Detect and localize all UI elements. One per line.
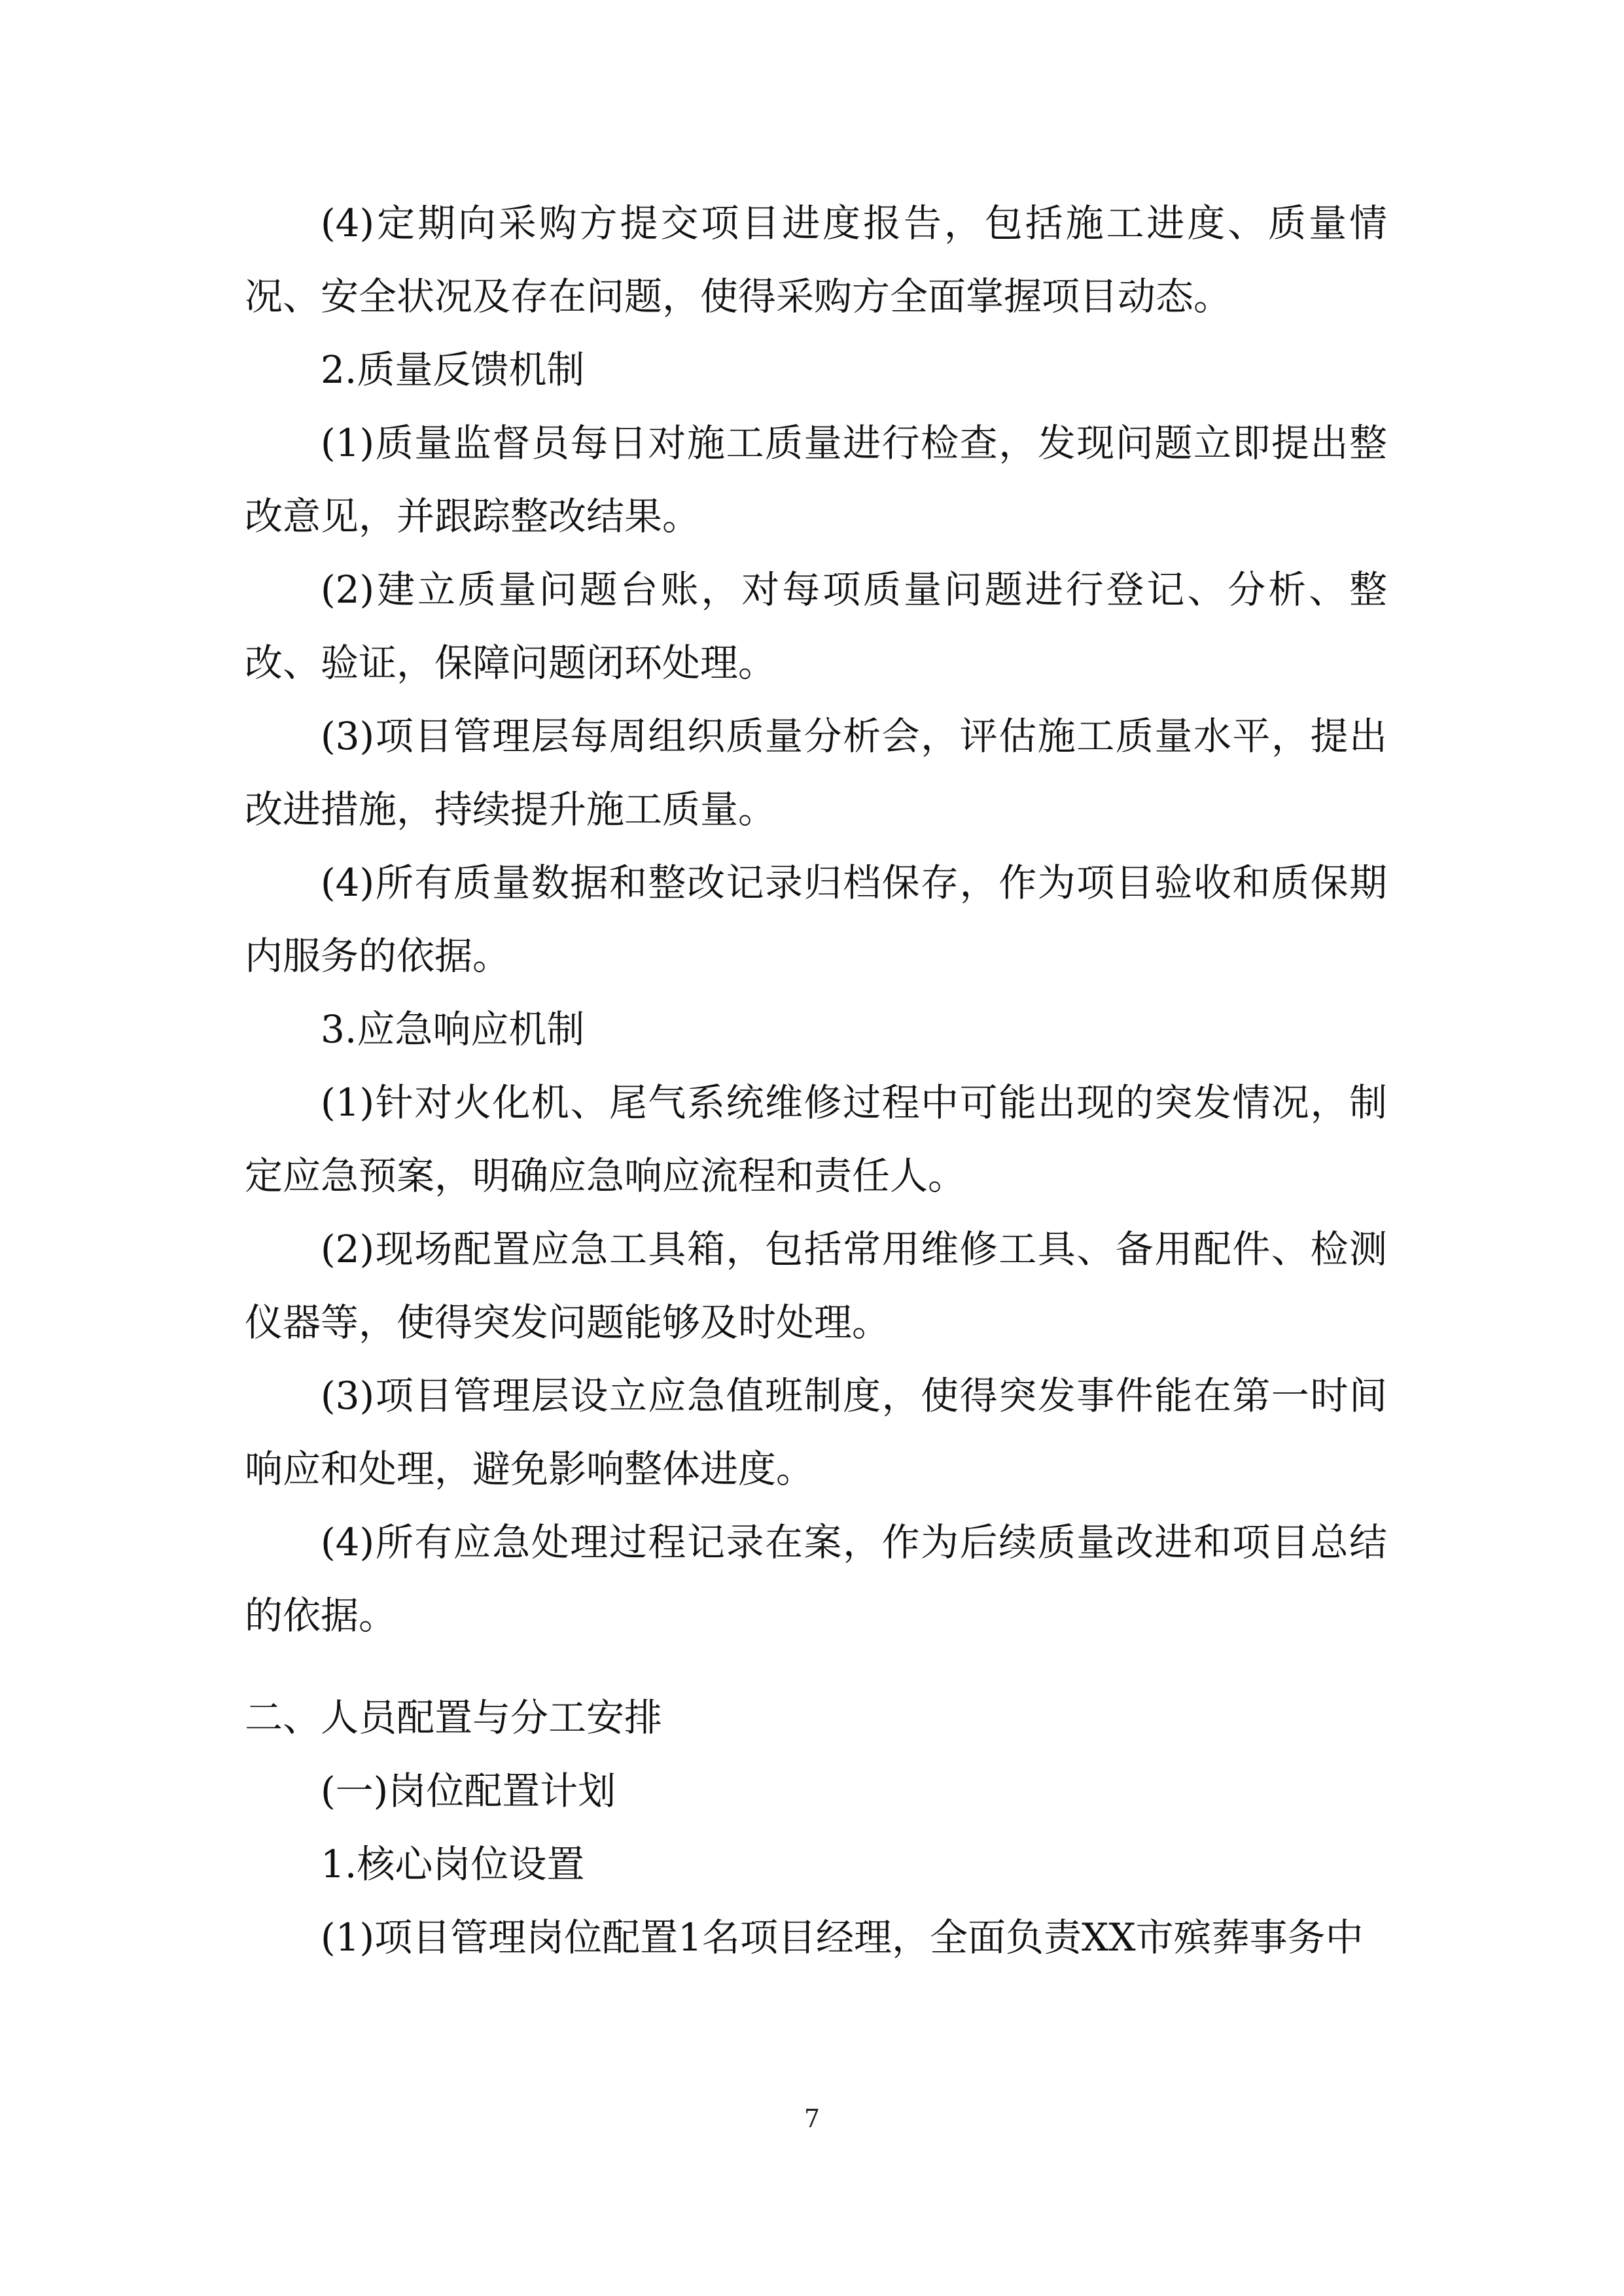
paragraph-quality-meeting: (3)项目管理层每周组织质量分析会，评估施工质量水平，提出改进措施，持续提升施工质量。 [245,714,1387,832]
section-heading-staffing: 二、人员配置与分工安排 [245,1695,663,1740]
page-body [245,186,1387,1974]
paragraph-quality-inspection: (1)质量监督员每日对施工质量进行检查，发现问题立即提出整改意见，并跟踪整改结果。 [245,421,1387,539]
paragraph-emergency-plan: (1)针对火化机、尾气系统维修过程中可能出现的突发情况，制定应急预案，明确应急响应流程和责任人。 [245,1080,1387,1198]
paragraph-quality-archive: (4)所有质量数据和整改记录归档保存，作为项目验收和质保期内服务的依据。 [245,860,1387,978]
heading-emergency-response: 3.应急响应机制 [321,1007,585,1051]
paragraph-quality-ledger: (2)建立质量问题台账，对每项质量问题进行登记、分析、整改、验证，保障问题闭环处理。 [245,567,1387,685]
heading-quality-feedback: 2.质量反馈机制 [321,347,585,392]
paragraph-emergency-toolbox: (2)现场配置应急工具箱，包括常用维修工具、备用配件、检测仪器等，使得突发问题能够及时处理。 [245,1227,1387,1345]
paragraph-progress-report: (4)定期向采购方提交项目进度报告，包括施工进度、质量情况、安全状况及存在问题，使得采购方全面掌握项目动态。 [245,201,1387,319]
paragraph-emergency-duty: (3)项目管理层设立应急值班制度，使得突发事件能在第一时间响应和处理，避免影响整体进度。 [245,1373,1387,1491]
paragraph-project-manager: (1)项目管理岗位配置1名项目经理，全面负责XX市殡葬事务中 [321,1915,1364,1960]
paragraph-emergency-records: (4)所有应急处理过程记录在案，作为后续质量改进和项目总结的依据。 [245,1520,1387,1638]
heading-core-positions: 1.核心岗位设置 [321,1842,585,1886]
page-number: 7 [803,2104,821,2133]
subsection-heading-positions: (一)岗位配置计划 [321,1769,616,1813]
